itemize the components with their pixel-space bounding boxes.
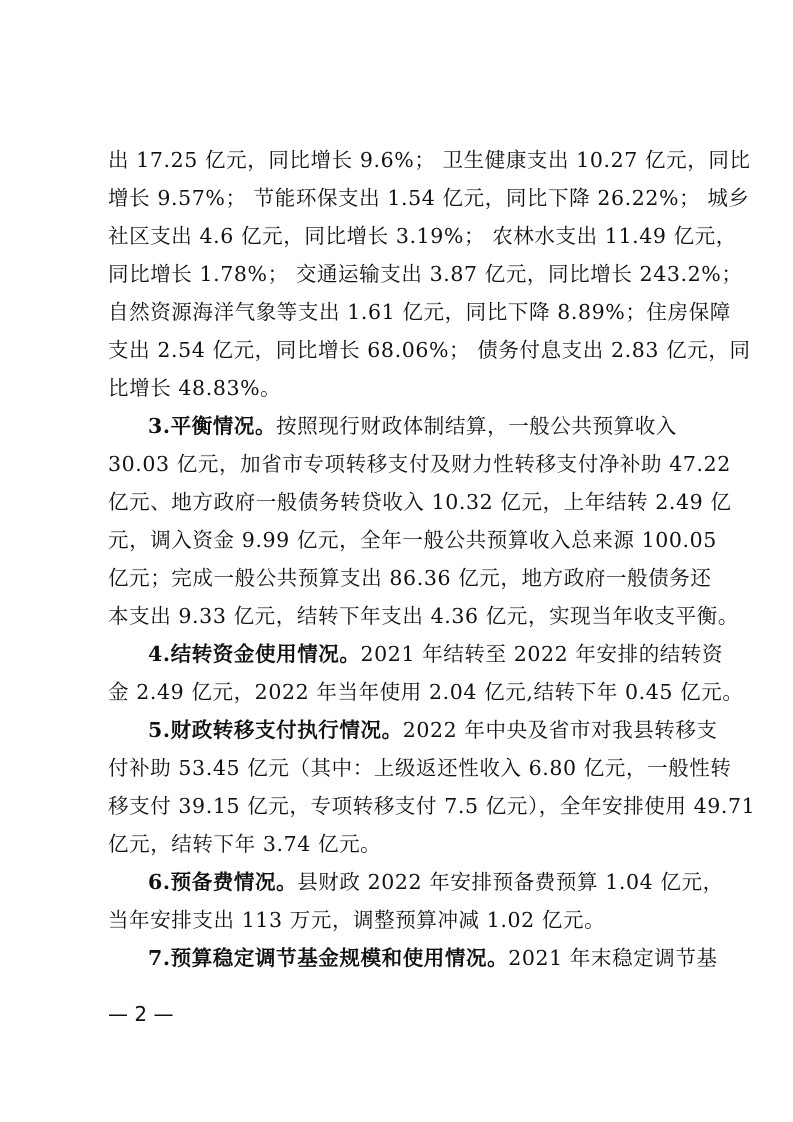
text-line [108,906,693,934]
paragraph-text: 2021 年结转至 2022 年安排的结转资 [360,642,724,666]
paragraph-text: 出 17.25 亿元，同比增长 9.6%； 卫生健康支出 10.27 亿元，同比 [108,148,751,172]
text-line [108,222,737,250]
text-line [108,830,693,858]
text-line [148,412,693,440]
section-heading: 5.财政转移支付执行情况。 [148,718,403,742]
text-line [108,754,732,782]
section-heading: 4.结转资金使用情况。 [148,642,361,666]
text-line [108,146,751,174]
paragraph-text: 30.03 亿元，加省市专项转移支付及财力性转移支付净补助 47.22 [108,452,731,476]
section-heading: 6.预备费情况。 [148,870,298,894]
text-line [148,716,718,744]
paragraph-text: 元，调入资金 9.99 亿元，全年一般公共预算收入总来源 100.05 [108,528,717,552]
text-line [148,868,724,896]
paragraph-text: 当年安排支出 113 万元，调整预算冲减 1.02 亿元。 [108,908,606,932]
text-line [108,792,756,820]
paragraph-text: 2021 年末稳定调节基 [508,946,718,970]
text-line [108,678,744,706]
page-number: — 2 — [108,1002,174,1026]
section-heading: 7.预算稳定调节基金规模和使用情况。 [148,946,509,970]
paragraph-text: 支出 2.54 亿元，同比增长 68.06%； 债务付息支出 2.83 亿元，同 [108,338,751,362]
paragraph-text: 同比增长 1.78%； 交通运输支出 3.87 亿元，同比增长 243.2%； [108,262,743,286]
text-line [108,526,717,554]
paragraph-text: 亿元，结转下年 3.74 亿元。 [108,832,382,856]
text-line [108,488,732,516]
text-line [108,336,751,364]
text-line [148,944,718,972]
text-line [108,450,731,478]
paragraph-text: 社区支出 4.6 亿元，同比增长 3.19%； 农林水支出 11.49 亿元， [108,224,737,248]
text-line [108,602,739,630]
paragraph-text: 亿元、地方政府一般债务转贷收入 10.32 亿元，上年结转 2.49 亿 [108,490,732,514]
paragraph-text: 2022 年中央及省市对我县转移支 [402,718,718,742]
paragraph-text: 县财政 2022 年安排预备费预算 1.04 亿元， [297,870,724,894]
text-line [108,564,712,592]
paragraph-text: 付补助 53.45 亿元（其中：上级返还性收入 6.80 亿元，一般性转 [108,756,732,780]
paragraph-text: 金 2.49 亿元，2022 年当年使用 2.04 亿元,结转下年 0.45 亿元。 [108,680,744,704]
text-line [108,184,750,212]
paragraph-text: 亿元；完成一般公共预算支出 86.36 亿元，地方政府一般债务还 [108,566,712,590]
text-line [148,640,724,668]
paragraph-text: 增长 9.57%； 节能环保支出 1.54 亿元，同比下降 26.22%； 城乡 [108,186,750,210]
paragraph-text: 比增长 48.83%。 [108,376,282,400]
section-heading: 3.平衡情况。 [148,414,277,438]
text-line [108,298,731,326]
paragraph-text: 自然资源海洋气象等支出 1.61 亿元，同比下降 8.89%；住房保障 [108,300,731,324]
text-line [108,374,693,402]
text-line [108,260,743,288]
paragraph-text: 移支付 39.15 亿元，专项转移支付 7.5 亿元），全年安排使用 49.71 [108,794,756,818]
paragraph-text: 本支出 9.33 亿元，结转下年支出 4.36 亿元，实现当年收支平衡。 [108,604,739,628]
paragraph-text: 按照现行财政体制结算，一般公共预算收入 [276,414,678,438]
